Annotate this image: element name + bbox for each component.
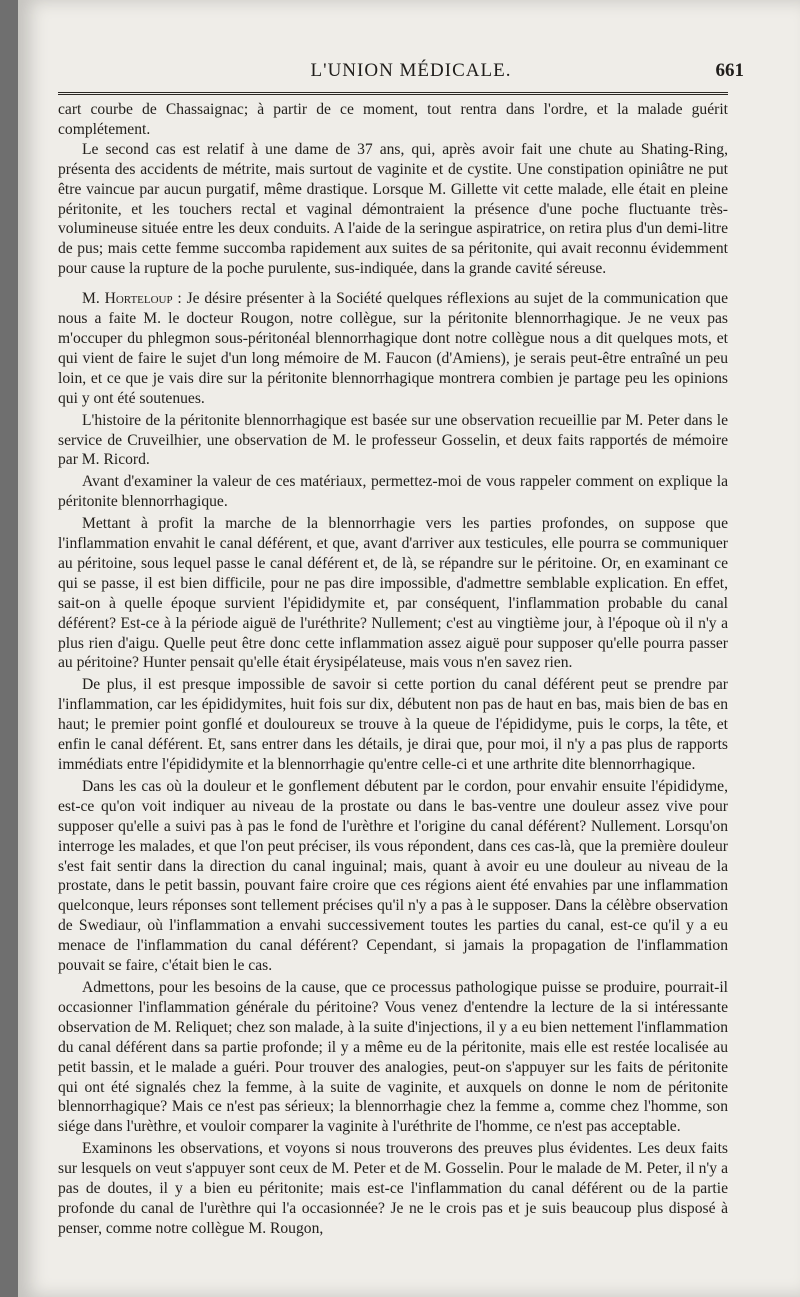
paragraph: Examinons les observations, et voyons si nous trouverons des preuves plus évidentes. Les deux faits sur lesquels on veut s'appuyer sont ceux de M. Peter et de M. Gosselin. Pour le malade de M. Peter, il n'y a pas de doutes, il y a bien eu péritonite; mais est-ce l'inflammation du canal déférent ou de la partie profonde du canal de l'urèthre qui l'a occasionnée? Je ne le crois pas et je suis beaucoup plus disposé à penser, comme notre collègue M. Rougon, [58,1140,728,1237]
page-number: 661 [715,60,744,81]
paragraph: Admettons, pour les besoins de la cause, que ce processus pathologique puisse se produire, pourrait-il occasionner l'inflammation générale du péritoine? Vous venez d'entendre la lecture de la si intéressante observation de M. Reliquet; chez son malade, à la suite d'injections, il y a eu bien nettement l'inflammation du canal déférent dans sa partie profonde; il y a même eu de la péritonite, mais elle est restée localisée au petit bassin, et le malade a guéri. Pour trouver des analogies, peut-on s'appuyer sur les faits de péritonite qui ont été signalés chez la femme, à la suite de vaginite, et auxquels on donne le nom de péritonite blennorrhagique? Mais ce n'est pas sérieux; la blennorrhagie chez la femme a, comme chez l'homme, son siége dans l'urèthre, et vouloir comparer la vaginite à l'uréthrite de l'homme, ce n'est pas acceptable. [58,978,728,1136]
paragraph: Le second cas est relatif à une dame de 37 ans, qui, après avoir fait une chute au Shating-Ring, présenta des accidents de métrite, mais surtout de vaginite et de cystite. Une constipation opiniâtre ne put être vaincue par aucun purgatif, même drastique. Lorsque M. Gillette vit cette malade, elle était en pleine péritonite, et les touchers rectal et vaginal démontraient la présence d'une poche fluctuante très-volumineuse située entre les deux conduits. A l'aide de la seringue aspiratrice, on retira plus d'un demi-litre de pus; mais cette femme succomba rapidement aux suites de sa péritonite, qui avait reconnu évidemment pour cause la rupture de la poche purulente, sus-indiquée, dans la grande cavité séreuse. [58,140,728,278]
paragraph: cart courbe de Chassaignac; à partir de ce moment, tout rentra dans l'ordre, et la malade guérit complétement. [58,101,728,138]
paragraph: L'histoire de la péritonite blennorrhagique est basée sur une observation recueillie par M. Peter dans le service de Cruveilhier, une observation de M. le professeur Gosselin, et deux faits rapportés de mémoire par M. Ricord. [58,411,728,469]
header-rule [58,92,728,95]
paragraph: Avant d'examiner la valeur de ces matériaux, permettez-moi de vous rappeler comment on explique la péritonite blennorrhagique. [58,473,728,511]
paragraph [58,289,728,408]
paragraph: Mettant à profit la marche de la blennorrhagie vers les parties profondes, on suppose que l'inflammation envahit le canal déférent, et que, avant d'arriver aux testicules, elle pourra se communiquer au péritoine, sous lequel passe le canal déférent et, de là, se répandre sur le péritoine. Or, en examinant ce qui se passe, il est bien difficile, pour ne pas dire impossible, d'admettre semblable explication. En effet, sait-on à quelle époque survient l'épididymite et, par conséquent, l'inflammation probable du canal déférent? Est-ce à la période aiguë de l'uréthrite? Nullement; c'est au vingtième jour, à l'époque où il n'y a plus rien d'aigu. Quelle peut être donc cette inflammation assez aiguë pour supposer qu'elle pourra passer au péritoine? Hunter pensait qu'elle était érysipélateuse, mais vous n'en savez rien. [58,515,728,672]
paragraph: De plus, il est presque impossible de savoir si cette portion du canal déférent peut se prendre par l'inflammation, car les épididymites, huit fois sur dix, débutent non pas de haut en bas, mais bien de bas en haut; le premier point gonflé et douloureux se trouve à la queue de l'épididyme, puis le corps, la tête, et enfin le canal déférent. Et, sans entrer dans les détails, je dirai que, pour moi, il n'y a pas plus de rapports immédiats entre l'épididymite et la blennorrhagie qu'entre celle-ci et une arthrite dite blennorrhagique. [58,676,728,773]
speaker-name: M. Horteloup [82,290,173,308]
paragraph: Dans les cas où la douleur et le gonflement débutent par le cordon, pour envahir ensuite l'épididyme, est-ce qu'on voit indiquer au niveau de la prostate ou dans le bas-ventre une douleur assez vive pour supposer qu'elle a suivi pas à pas le fond de l'urèthre et l'origine du canal déférent? Nullement. Lorsqu'on interroge les malades, et que l'on peut préciser, ils vous répondent, dans ces cas-là, que la première douleur s'est fait sentir dans la direction du canal inguinal; mais, quant à avoir eu une douleur au niveau de la prostate, dans le petit bassin, pouvant faire croire que ces régions aient été envahies par une inflammation quelconque, leurs réponses sont tellement précises qu'il n'y a pas à le supposer. Dans la célèbre observation de Swediaur, où l'inflammation a envahi successivement toutes les parties du canal, est-ce qu'il y a eu menace de l'inflammation du canal déférent? Cependant, si jamais la propagation de l'inflammation pouvait se faire, c'était bien le cas. [58,777,728,975]
paragraph-text: : Je désire présenter à la Société quelques réflexions au sujet de la communication que nous a faite M. le docteur Rougon, notre collègue, sur la péritonite blennorrhagique. Je ne veux pas m'occuper du phlegmon sous-péritonéal blennorrhagique dont notre collègue nous a dit quelques mots, et qui vient de faire le sujet d'un long mémoire de M. Faucon (d'Amiens), je serais peut-être entraîné un peu loin, et ce que je vais dire sur la péritonite blennorrhagique montrera combien je partage peu les opinions qui y ont été soutenues. [58,290,728,407]
running-head: L'UNION MÉDICALE. [310,60,512,81]
body-text [58,100,728,1239]
page-header [76,60,746,86]
